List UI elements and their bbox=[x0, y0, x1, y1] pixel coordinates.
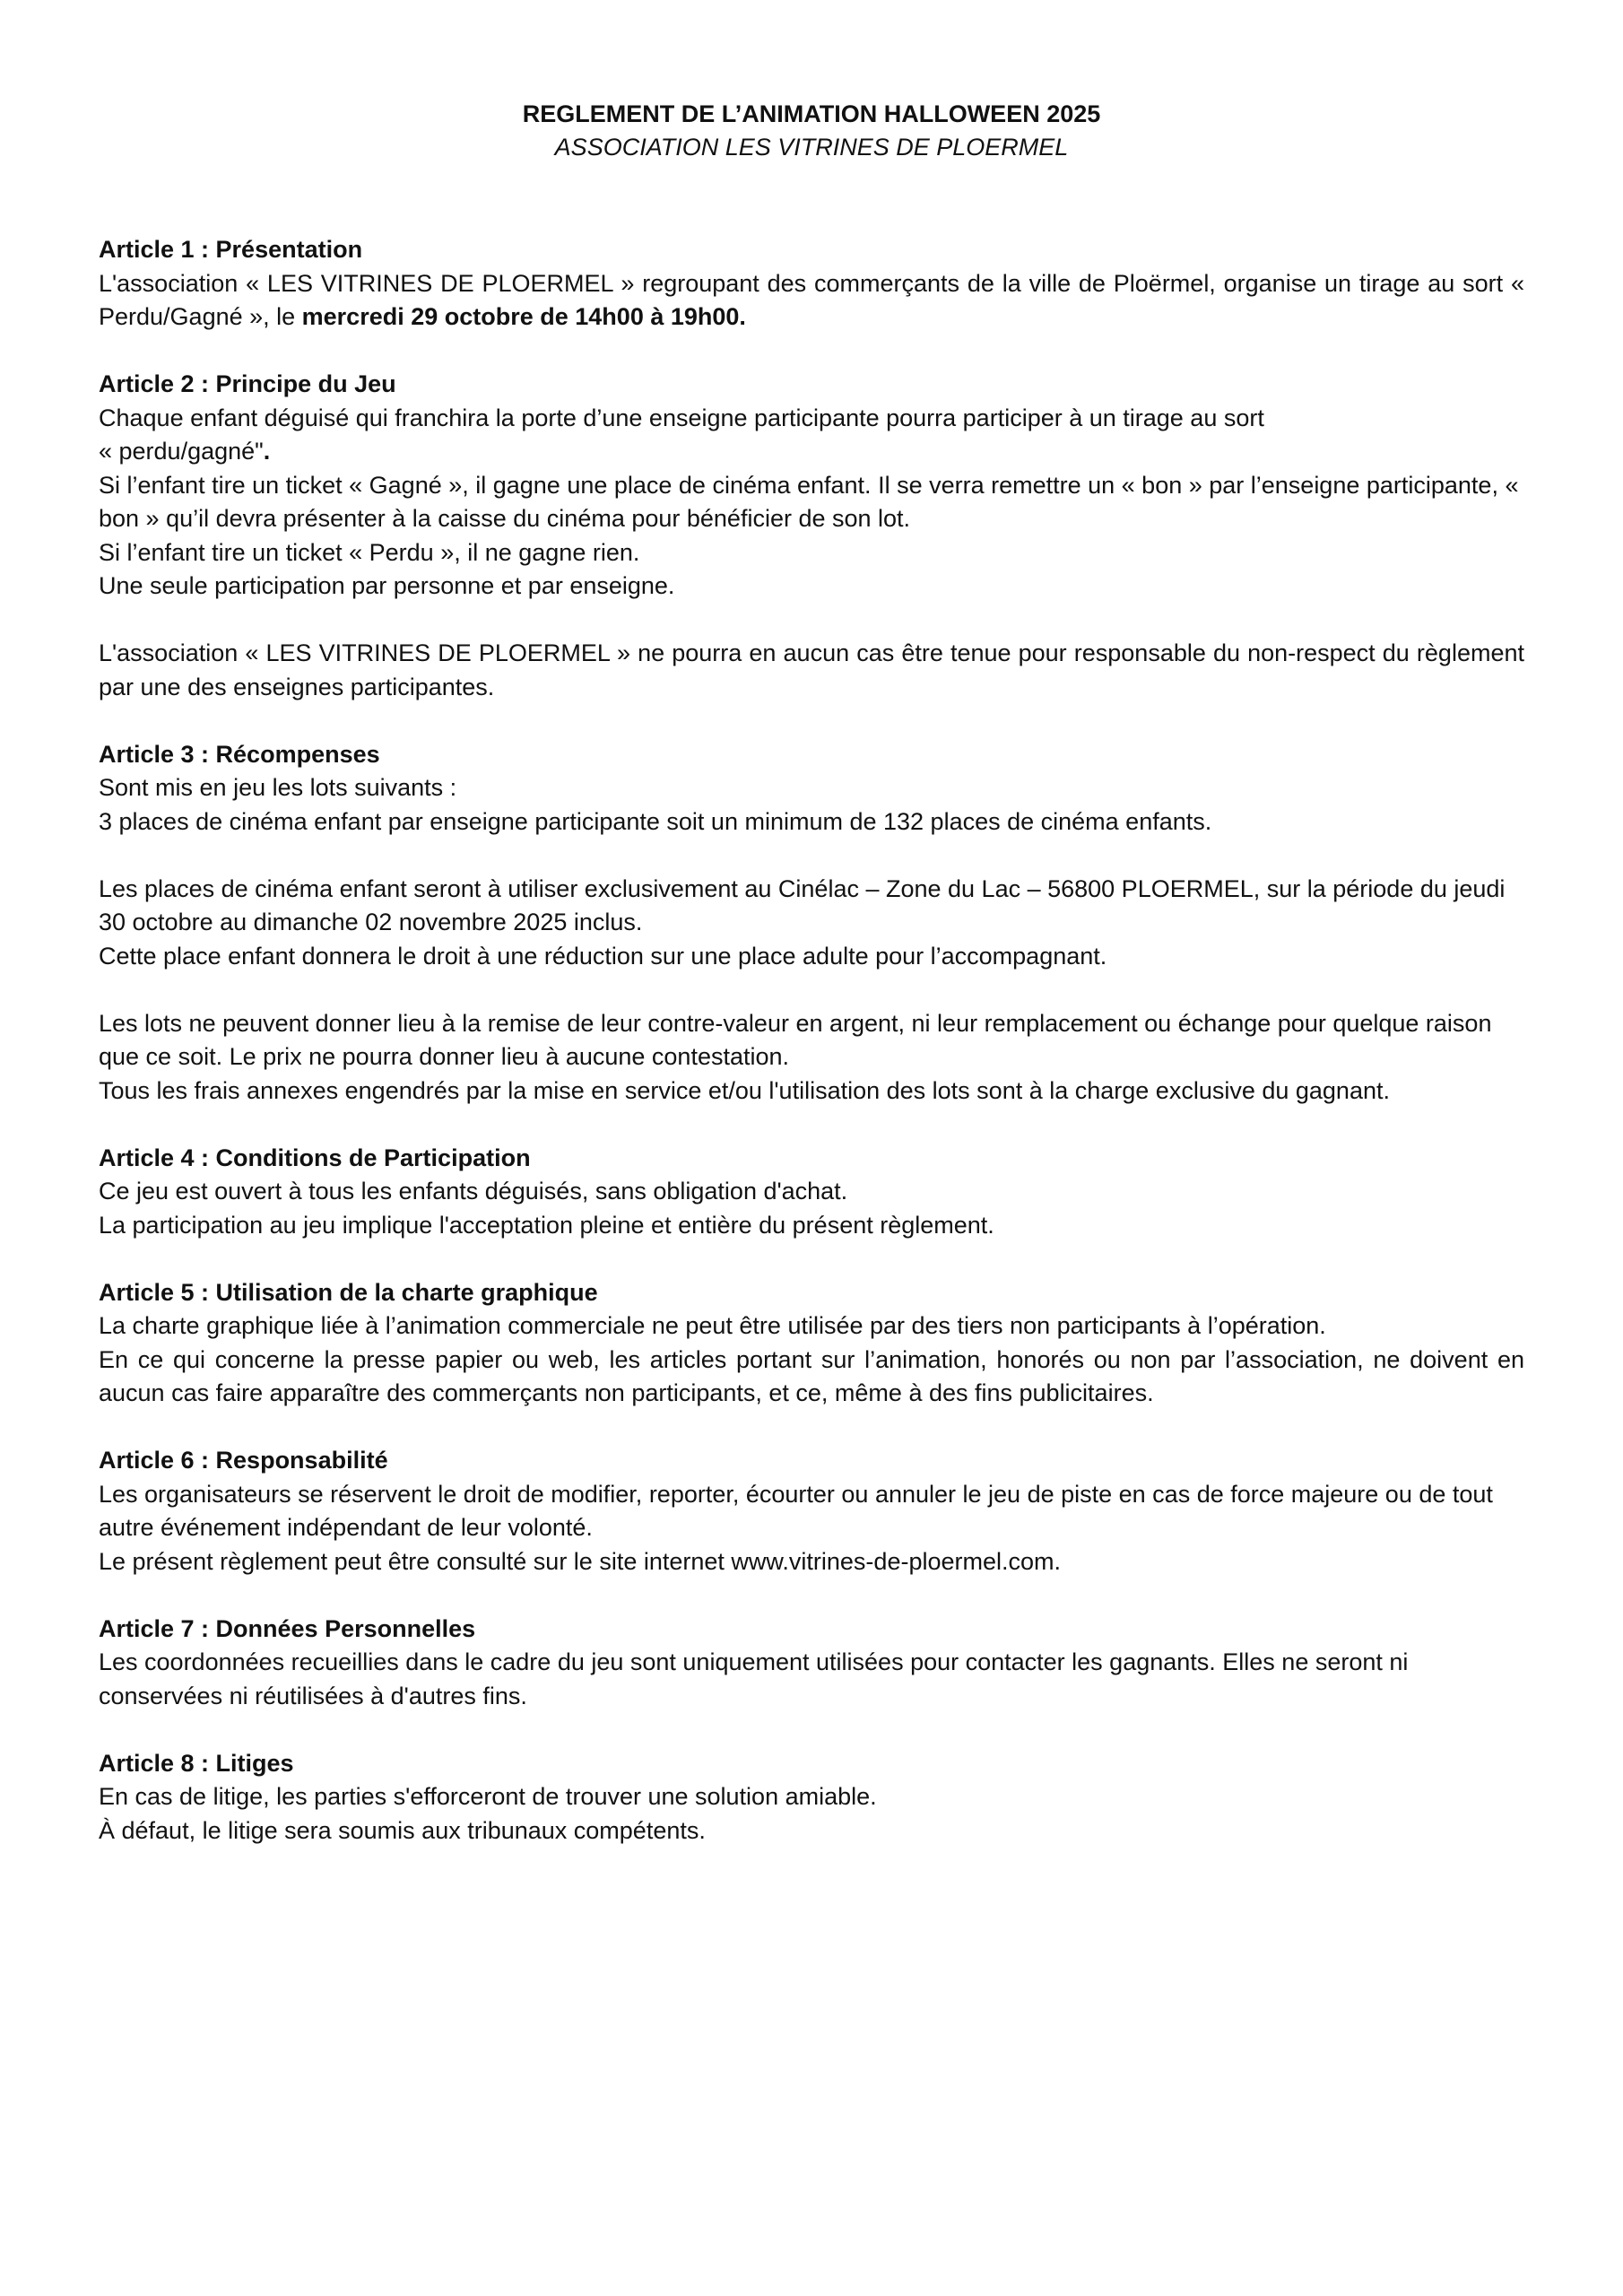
article-4-title: Article 4 : Conditions de Participation bbox=[99, 1144, 531, 1171]
article-7 bbox=[99, 1613, 1524, 1714]
article-3-paragraph-4: Cette place enfant donnera le droit à une réduction sur une place adulte pour l’accompagnant. bbox=[99, 942, 1107, 970]
article-6-paragraph-2: Le présent règlement peut être consulté sur le site internet www.vitrines-de-ploermel.com. bbox=[99, 1547, 1061, 1575]
article-6 bbox=[99, 1444, 1524, 1578]
article-7-title: Article 7 : Données Personnelles bbox=[99, 1614, 476, 1642]
article-3-paragraph-6: Tous les frais annexes engendrés par la mise en service et/ou l'utilisation des lots sont à la charge exclusive du gagnant. bbox=[99, 1076, 1390, 1104]
article-3-paragraph-1: Sont mis en jeu les lots suivants : bbox=[99, 774, 457, 801]
article-2-title: Article 2 : Principe du Jeu bbox=[99, 370, 396, 397]
document-title: REGLEMENT DE L’ANIMATION HALLOWEEN 2025 bbox=[522, 100, 1101, 127]
article-1 bbox=[99, 233, 1524, 335]
article-5-title: Article 5 : Utilisation de la charte graphique bbox=[99, 1278, 598, 1306]
article-4-paragraph-1: Ce jeu est ouvert à tous les enfants déguisés, sans obligation d'achat. bbox=[99, 1178, 848, 1205]
article-3 bbox=[99, 738, 1524, 1109]
article-5 bbox=[99, 1276, 1524, 1411]
article-2-period: . bbox=[263, 438, 271, 465]
article-4-paragraph-2: La participation au jeu implique l'acceptation pleine et entière du présent règlement. bbox=[99, 1211, 994, 1239]
article-3-paragraph-2: 3 places de cinéma enfant par enseigne participante soit un minimum de 132 places de cinéma enfants. bbox=[99, 807, 1212, 835]
article-3-paragraph-5: Les lots ne peuvent donner lieu à la remise de leur contre-valeur en argent, ni leur remplacement ou échange pour quelque raison que ce soit. Le prix ne pourra donner lieu à aucune contestation. bbox=[99, 1009, 1492, 1070]
article-1-paragraph bbox=[99, 267, 1524, 335]
article-2 bbox=[99, 368, 1524, 704]
article-2-paragraph-5: L'association « LES VITRINES DE PLOERMEL » ne pourra en aucun cas être tenue pour responsable du non-respect du règlement par une des enseignes participantes. bbox=[99, 639, 1524, 700]
article-6-paragraph-1: Les organisateurs se réservent le droit de modifier, reporter, écourter ou annuler le jeu de piste en cas de force majeure ou de tout autre événement indépendant de leur volonté. bbox=[99, 1480, 1493, 1541]
article-2-perdu-gagne: « perdu/gagné" bbox=[99, 438, 264, 465]
article-1-title: Article 1 : Présentation bbox=[99, 236, 363, 263]
article-8-paragraph-2: À défaut, le litige sera soumis aux tribunaux compétents. bbox=[99, 1816, 706, 1844]
article-2-paragraph-1: Chaque enfant déguisé qui franchira la porte d’une enseigne participante pourra participer à un tirage au sort bbox=[99, 404, 1264, 431]
article-1-text: L'association « LES VITRINES DE PLOERMEL » regroupant des commerçants de la ville de Ploërmel, organise un tirage au sort « Perdu/Gagné », le bbox=[99, 269, 1524, 330]
article-1-date: mercredi 29 octobre de 14h00 à 19h00. bbox=[301, 303, 746, 330]
article-2-paragraph-4: Une seule participation par personne et par enseigne. bbox=[99, 572, 675, 599]
article-5-paragraph-2: En ce qui concerne la presse papier ou web, les articles portant sur l’animation, honorés ou non par l’association, ne doivent en aucun cas faire apparaître des commerçants non participants, et ce, même à des fins publicitaires. bbox=[99, 1345, 1524, 1406]
article-4 bbox=[99, 1142, 1524, 1243]
article-8 bbox=[99, 1747, 1524, 1848]
article-2-paragraph-2: Si l’enfant tire un ticket « Gagné », il gagne une place de cinéma enfant. Il se verra remettre un « bon » par l’enseigne participante, « bon » qu’il devra présenter à la caisse du cinéma pour bénéficier de son lot. bbox=[99, 471, 1519, 532]
document-body bbox=[99, 233, 1524, 1882]
article-7-paragraph-1: Les coordonnées recueillies dans le cadre du jeu sont uniquement utilisées pour contacter les gagnants. Elles ne seront ni conservées ni réutilisées à d'autres fins. bbox=[99, 1648, 1409, 1709]
article-2-paragraph-3: Si l’enfant tire un ticket « Perdu », il ne gagne rien. bbox=[99, 538, 640, 566]
article-6-title: Article 6 : Responsabilité bbox=[99, 1447, 388, 1474]
article-3-paragraph-3: Les places de cinéma enfant seront à utiliser exclusivement au Cinélac – Zone du Lac – 56800 PLOERMEL, sur la période du jeudi 30 octobre au dimanche 02 novembre 2025 inclus. bbox=[99, 874, 1506, 935]
article-3-title: Article 3 : Récompenses bbox=[99, 740, 380, 768]
article-8-title: Article 8 : Litiges bbox=[99, 1749, 294, 1777]
article-2-paragraph-1b bbox=[99, 435, 1524, 469]
document-subtitle: ASSOCIATION LES VITRINES DE PLOERMEL bbox=[554, 134, 1069, 161]
article-5-paragraph-1: La charte graphique liée à l’animation commerciale ne peut être utilisée par des tiers non participants à l’opération. bbox=[99, 1312, 1326, 1339]
article-8-paragraph-1: En cas de litige, les parties s'efforceront de trouver une solution amiable. bbox=[99, 1783, 877, 1810]
